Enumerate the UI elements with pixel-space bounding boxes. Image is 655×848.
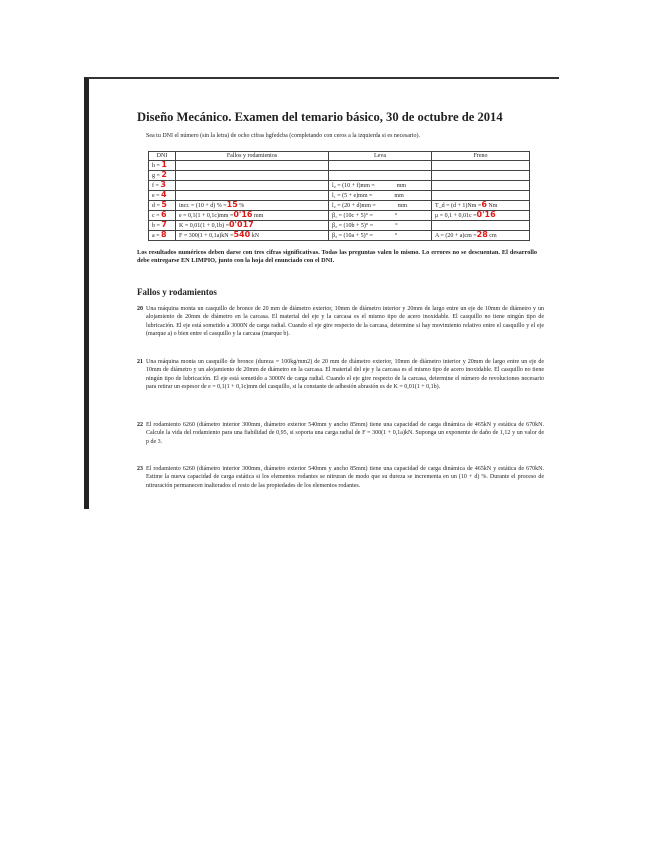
fallos-cell	[176, 231, 329, 241]
question-text: Una máquina monta un casquillo de bronce (dureza = 100kg/mm2) de 20 mm de diámetro exterior, 10mm de diámetro interior y 20mm de largo entre un eje de 10mm de diámetro y un alojamiento de 20mm de diámetro en la carcasa. El material del eje y la carcasa es el mismo tipo de acero inoxidable. El casquillo no tiene ningún tipo de lubricación. El eje está sometido a 3000N de carga radial. Cuando el eje gire respecto de la carcasa, determine el número de revoluciones necesario para retirar un espesor de e = 0,1(1 + 0,1c)mm del casquillo, si la constante de adhesión abrasión es de K = 0,01(1 + 0,1b).	[146, 359, 544, 390]
fallos-cell	[176, 161, 329, 171]
question-text: Una máquina monta un casquillo de bronce de 20 mm de diámetro exterior, 10mm de diámetro interior y 20mm de largo entre un eje de 10mm de diámetro y un alojamiento de 20mm de diámetro en la carcasa. El material del eje y la carcasa es el mismo tipo de acero inoxidable. El casquillo no tiene ningún tipo de lubricación. El eje está sometido a 3000N de carga radial. Cuando el eje gire respecto de la carcasa, determine si hay movimiento relativo entre el casquillo y el eje (marque a) o bien entre el casquillo y la carcasa (marque b).	[146, 306, 544, 337]
handwritten-digit: 6	[161, 210, 167, 219]
dni-letter: f =	[152, 183, 159, 189]
question-22	[137, 421, 544, 446]
fallos-formula: K = 0,01(1 + 0,1b) =	[179, 223, 229, 229]
fallos-cell	[176, 191, 329, 201]
freno-cell	[432, 211, 530, 221]
fallos-formula: e = 0,1(1 + 0,1c)mm =	[179, 213, 234, 219]
table-row	[149, 161, 530, 171]
dni-letter: b =	[152, 223, 160, 229]
dni-letter: a =	[152, 233, 160, 239]
leva-cell	[329, 221, 432, 231]
freno-formula: μ = 0,1 + 0,01c =	[435, 213, 477, 219]
dni-cell	[149, 171, 176, 181]
handwritten-answer: 0'017	[228, 220, 254, 229]
dni-cell	[149, 181, 176, 191]
leva-formula: l₂ = (20 + d)mm =	[332, 202, 376, 209]
fallos-cell	[176, 221, 329, 231]
question-text: El rodamiento 6260 (diámetro interior 300mm, diámetro exterior 540mm y ancho 85mm) tiene una capacidad de carga dinámica de 465kN y estática de 670kN. Calcule la vida del rodamiento para una fiabilidad de 0,95, si soporta una carga radial de F = 300(1 + 0,1a)kN. Suponga un exponente de daño de 1,12 y un valor de p de 3.	[146, 422, 544, 445]
table-row	[149, 221, 530, 231]
header-dni: DNI	[149, 152, 176, 161]
table-row	[149, 201, 530, 211]
leva-formula: β₃ = (10a + 5)° =	[332, 232, 373, 239]
question-number: 23	[137, 466, 143, 472]
question-21	[137, 358, 544, 391]
fallos-cell	[176, 201, 329, 211]
freno-unit: cm	[489, 233, 497, 239]
freno-formula: A = (20 + a)cm =	[435, 233, 477, 239]
freno-cell	[432, 161, 530, 171]
handwritten-answer: 6	[481, 200, 487, 209]
table-row	[149, 231, 530, 241]
freno-cell	[432, 181, 530, 191]
freno-cell	[432, 221, 530, 231]
question-23	[137, 465, 544, 490]
handwritten-digit: 8	[161, 230, 167, 239]
handwritten-digit: 2	[161, 170, 167, 179]
fallos-cell	[176, 181, 329, 191]
leva-unit: °	[394, 212, 398, 219]
dni-letter: h =	[152, 163, 160, 169]
table-row	[149, 171, 530, 181]
dni-cell	[149, 211, 176, 221]
freno-cell	[432, 171, 530, 181]
leva-unit: mm	[394, 192, 404, 199]
leva-unit: mm	[396, 182, 407, 189]
fallos-cell	[176, 171, 329, 181]
leva-cell	[329, 201, 432, 211]
table-row	[149, 211, 530, 221]
handwritten-answer: 540	[233, 230, 251, 239]
exam-page	[84, 77, 559, 509]
handwritten-digit: 5	[161, 200, 167, 209]
fallos-formula: F = 300(1 + 0,1a)kN =	[179, 233, 234, 239]
fallos-unit: kN	[251, 233, 260, 239]
dni-letter: g =	[152, 173, 160, 179]
dni-cell	[149, 221, 176, 231]
fallos-cell	[176, 211, 329, 221]
freno-cell	[432, 201, 530, 211]
handwritten-digit: 7	[161, 220, 167, 229]
instructions-note: Los resultados numéricos deben darse con tres cifras significativas. Todas las preguntas valen lo mismo. Lo errores no se descuentan. El desarrollo debe entregarse EN LIMPIO, junto con la hoja del enunciado con el DNI.	[137, 249, 537, 265]
section-heading: Fallos y rodamientos	[137, 287, 217, 297]
handwritten-answer: 28	[476, 230, 488, 239]
dni-letter: c =	[152, 213, 160, 219]
header-fallos: Fallos y rodamientos	[176, 152, 329, 161]
freno-cell	[432, 231, 530, 241]
table-header-row	[149, 152, 530, 161]
handwritten-digit: 4	[161, 190, 167, 199]
fallos-unit: mm	[253, 213, 264, 219]
handwritten-answer: 0'16	[233, 210, 253, 219]
dni-cell	[149, 161, 176, 171]
leva-formula: β₂ = (10b + 5)° =	[332, 222, 374, 229]
leva-unit: mm	[397, 202, 408, 209]
leva-unit: °	[395, 222, 398, 229]
handwritten-digit: 3	[160, 180, 166, 189]
handwritten-answer: 15	[226, 200, 238, 209]
leva-cell	[329, 161, 432, 171]
dni-table	[148, 151, 530, 241]
table-row	[149, 191, 530, 201]
dni-cell	[149, 231, 176, 241]
header-leva: Leva	[329, 152, 432, 161]
leva-cell	[329, 171, 432, 181]
leva-cell	[329, 191, 432, 201]
dni-cell	[149, 201, 176, 211]
dni-letter: e =	[152, 193, 160, 199]
question-number: 21	[137, 359, 143, 365]
leva-unit: °	[394, 232, 398, 239]
leva-formula: l₁ = (5 + e)mm =	[332, 192, 373, 199]
header-freno: Freno	[432, 152, 530, 161]
intro-text: Sea tu DNI el número (sin la letra) de ocho cifras hgfedcba (completando con ceros a la izquierda si es necesario).	[146, 133, 421, 139]
leva-formula: l₀ = (10 + f)mm =	[332, 182, 375, 189]
handwritten-answer: 0'16	[476, 210, 496, 219]
question-20	[137, 305, 544, 338]
handwritten-digit: 1	[161, 160, 167, 169]
question-number: 20	[137, 306, 143, 312]
question-number: 22	[137, 422, 143, 428]
leva-cell	[329, 181, 432, 191]
dni-cell	[149, 191, 176, 201]
fallos-formula: incr. = (10 + d) % =	[179, 203, 227, 209]
freno-unit: Nm	[488, 203, 498, 209]
table-row	[149, 181, 530, 191]
freno-cell	[432, 191, 530, 201]
fallos-unit: %	[239, 203, 245, 209]
freno-formula: T_d = (d + 1)Nm =	[435, 203, 482, 209]
leva-cell	[329, 231, 432, 241]
exam-title: Diseño Mecánico. Examen del temario básico, 30 de octubre de 2014	[137, 110, 503, 124]
question-text: El rodamiento 6260 (diámetro interior 300mm, diámetro exterior 540mm y ancho 85mm) tiene una capacidad de carga dinámica de 465kN y estática de 670kN. Estime la nueva capacidad de carga estática si los elementos rodantes se nitruran de modo que su dureza se incrementa en un (10 + d) %. Durante el proceso de nitruración permanecen inalterados el resto de las propiedades de los elementos rodantes.	[146, 466, 544, 489]
dni-letter: d =	[152, 203, 160, 209]
leva-formula: β₁ = (10c + 5)° =	[332, 212, 373, 219]
leva-cell	[329, 211, 432, 221]
